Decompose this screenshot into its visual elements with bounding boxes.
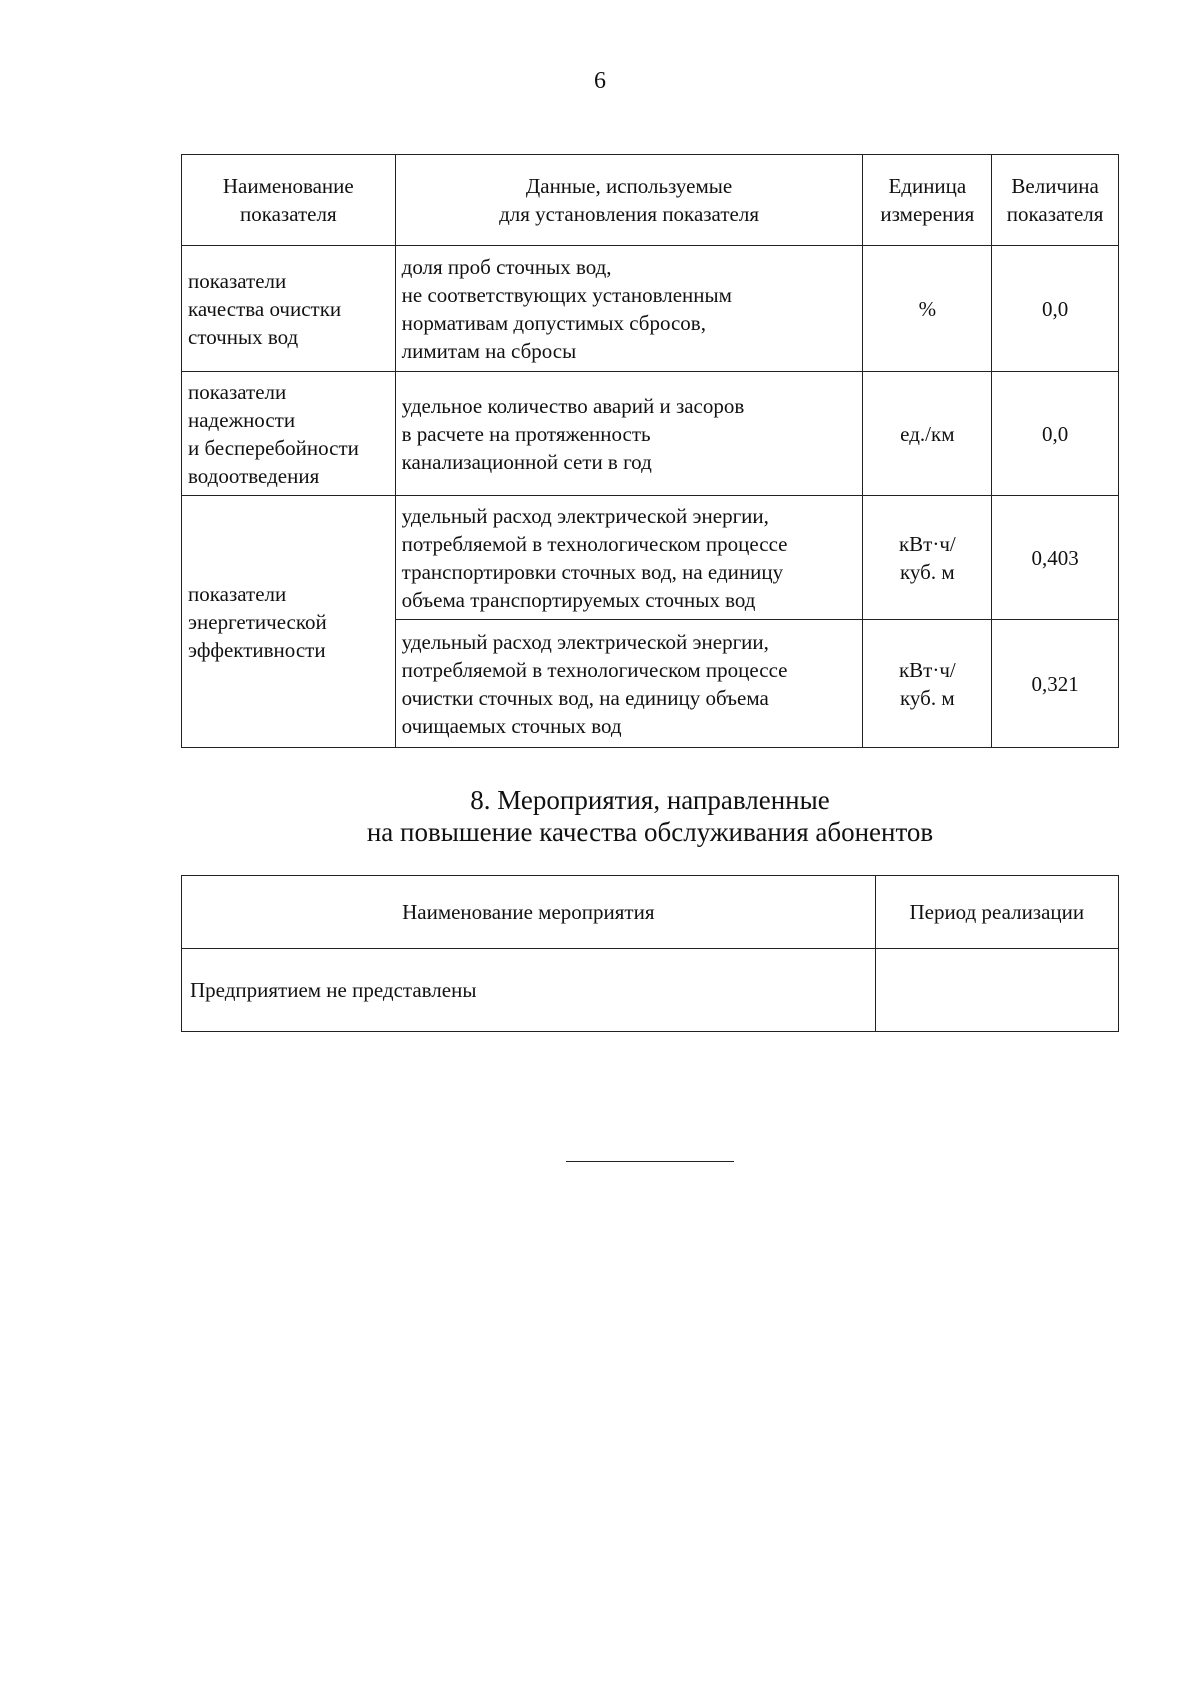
indicator-group-name: показатели энергетической эффективности <box>182 496 396 748</box>
table-row <box>182 246 1119 372</box>
indicator-group-name: показатели качества очистки сточных вод <box>182 246 396 372</box>
indicator-data-description: доля проб сточных вод, не соответствующих установленным нормативам допустимых сбросов, лимитам на сбросы <box>395 246 863 372</box>
header-measure-name: Наименование мероприятия <box>182 876 876 949</box>
indicator-data-description: удельное количество аварий и засоров в расчете на протяженность канализационной сети в год <box>395 372 863 496</box>
indicators-header-row <box>182 155 1119 246</box>
end-divider <box>566 1161 734 1162</box>
indicator-unit: % <box>863 246 992 372</box>
indicator-unit: кВт·ч/ куб. м <box>863 496 992 620</box>
indicator-unit: кВт·ч/ куб. м <box>863 620 992 748</box>
header-implementation-period: Период реализации <box>875 876 1118 949</box>
header-data-used: Данные, используемые для установления показателя <box>395 155 863 246</box>
measures-table <box>181 875 1119 1032</box>
measure-period <box>875 949 1118 1032</box>
indicators-table <box>181 154 1119 748</box>
indicator-value: 0,403 <box>992 496 1119 620</box>
header-unit: Единица измерения <box>863 155 992 246</box>
indicator-value: 0,321 <box>992 620 1119 748</box>
table-row <box>182 372 1119 496</box>
indicator-value: 0,0 <box>992 246 1119 372</box>
indicator-data-description: удельный расход электрической энергии, потребляемой в технологическом процессе транспортировки сточных вод, на единицу объема транспортируемых сточных вод <box>395 496 863 620</box>
measures-header-row <box>182 876 1119 949</box>
section-title <box>0 784 1200 848</box>
indicator-data-description: удельный расход электрической энергии, потребляемой в технологическом процессе очистки сточных вод, на единицу объема очищаемых сточных вод <box>395 620 863 748</box>
header-value: Величина показателя <box>992 155 1119 246</box>
section-title-line: на повышение качества обслуживания абонентов <box>366 817 934 847</box>
indicator-unit: ед./км <box>863 372 992 496</box>
table-row <box>182 949 1119 1032</box>
measure-name: Предприятием не представлены <box>182 949 876 1032</box>
header-indicator-name: Наименование показателя <box>182 155 396 246</box>
indicator-group-name: показатели надежности и бесперебойности водоотведения <box>182 372 396 496</box>
page-number: 6 <box>594 68 606 94</box>
table-row <box>182 496 1119 620</box>
indicator-value: 0,0 <box>992 372 1119 496</box>
section-title-line: 8. Мероприятия, направленные <box>470 785 830 815</box>
